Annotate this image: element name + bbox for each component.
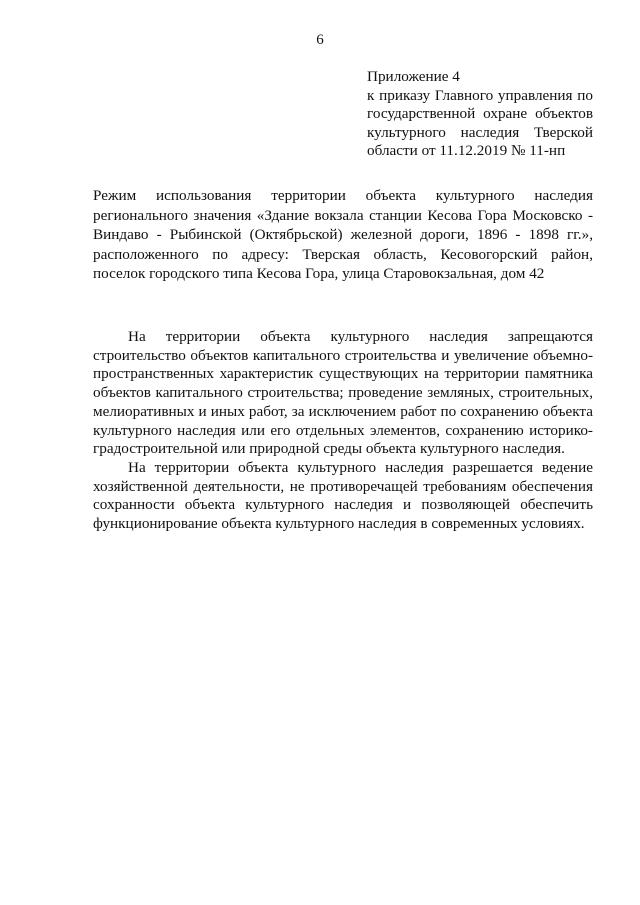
paragraph1-line: градостроительной или природной среды объекта культурного наследия. <box>93 440 565 458</box>
appendix-line: Приложение 4 <box>367 68 460 85</box>
paragraph2-line: хозяйственной деятельности, не противоречащей требованиям обеспечения <box>93 477 593 495</box>
page-number: 6 <box>316 32 324 48</box>
paragraph1-line: мелиоративных и иных работ, за исключением работ по сохранению объекта <box>93 402 593 420</box>
paragraph2-line: функционирование объекта культурного наследия в современных условиях. <box>93 515 585 533</box>
document-title <box>93 186 593 284</box>
paragraph2-line: сохранности объекта культурного наследия и позволяющей обеспечить <box>93 496 593 514</box>
paragraph1-line: объектов капитального строительства; проведение земляных, строительных, <box>93 384 593 402</box>
paragraph1-line: На территории объекта культурного наследия запрещаются <box>128 328 593 345</box>
appendix-line: культурного наследия Тверской <box>367 123 593 141</box>
paragraph1-line: пространственных характеристик существующих на территории памятника <box>93 365 593 383</box>
appendix-line: области от 11.12.2019 № 11-нп <box>367 142 566 159</box>
title-line: поселок городского типа Кесова Гора, улица Старовокзальная, дом 42 <box>93 265 545 282</box>
paragraph2-line: На территории объекта культурного наследия разрешается ведение <box>128 458 593 476</box>
title-line: регионального значения «Здание вокзала станции Кесова Гора Московско - <box>93 206 593 224</box>
paragraph1-line: строительство объектов капитального строительства и увеличение объемно- <box>93 346 593 364</box>
title-line: Режим использования территории объекта культурного наследия <box>93 187 593 204</box>
title-line: расположенного по адресу: Тверская область, Кесовогорский район, <box>93 245 593 263</box>
appendix-line: к приказу Главного управления по <box>367 86 593 104</box>
document-body <box>93 328 593 534</box>
appendix-line: государственной охране объектов <box>367 105 593 122</box>
paragraph1-line: культурного наследия или его отдельных элементов, сохранению историко- <box>93 421 593 439</box>
title-line: Виндаво - Рыбинской (Октябрьской) железной дороги, 1896 - 1898 гг.», <box>93 226 593 243</box>
appendix-header <box>367 68 593 161</box>
